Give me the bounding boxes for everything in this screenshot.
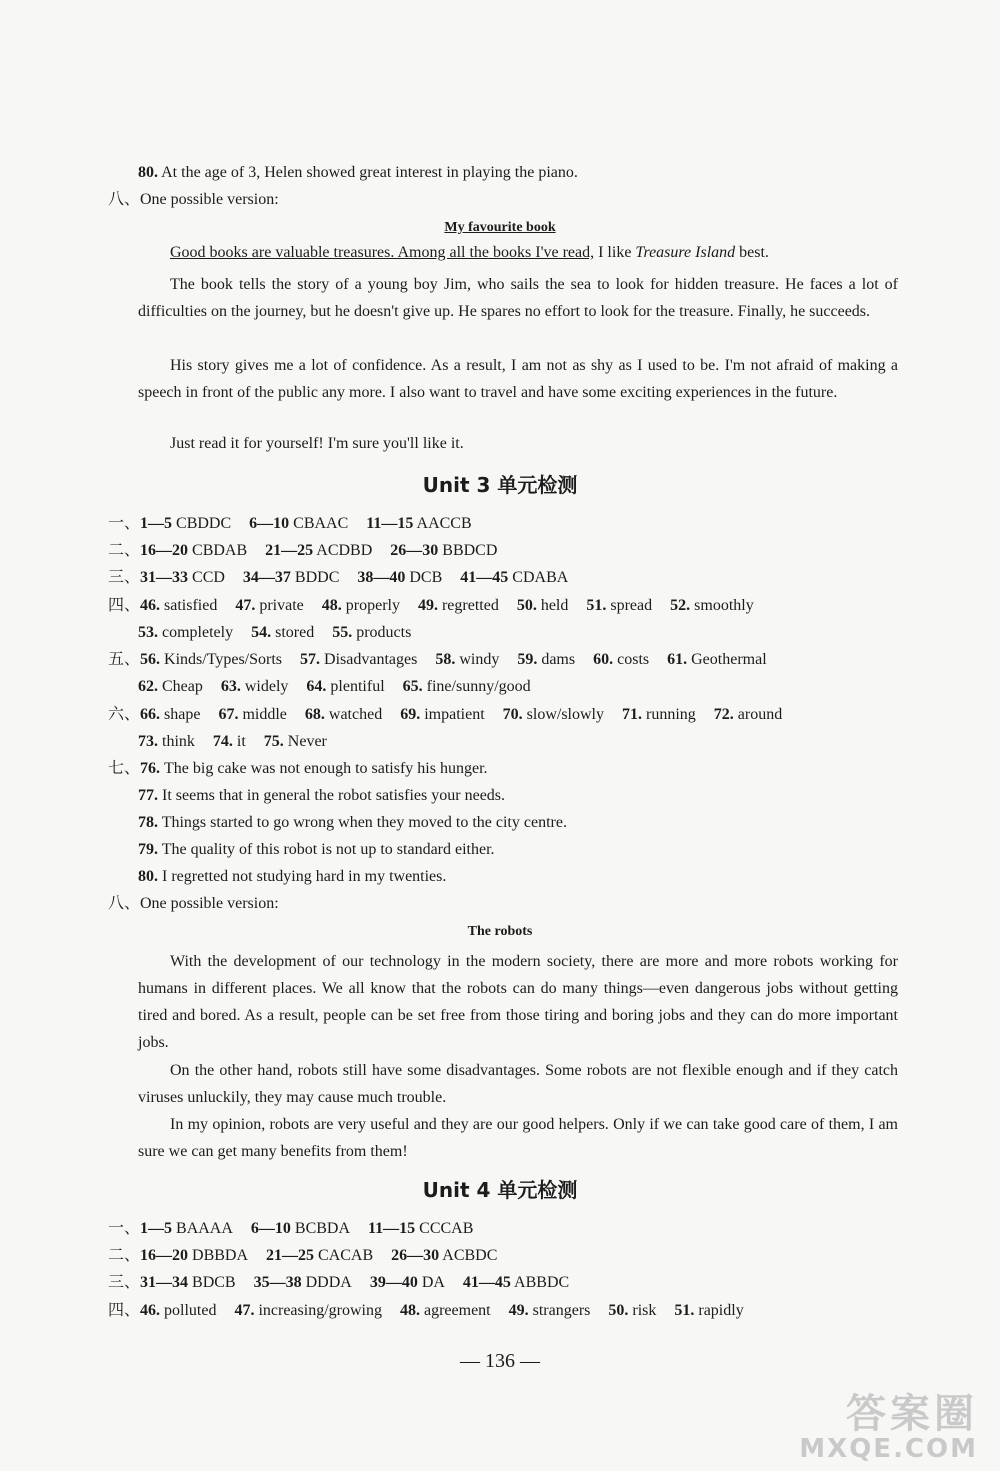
answer-item: [503, 706, 604, 723]
answer-number: 50.: [516, 597, 537, 614]
answer-number: 39—40: [369, 1274, 418, 1291]
essay1-paragraph-1: Good books are valuable treasures. Among all the books I've read, I like Treasure Island best.: [170, 244, 769, 261]
section-label: 五、: [108, 651, 141, 668]
answer-item: [667, 651, 767, 668]
section-label: 六、: [108, 706, 141, 723]
answer-value: regretted: [437, 597, 499, 614]
answer-item: [140, 1302, 216, 1319]
answer-item: [463, 1274, 569, 1291]
answer-item: [509, 1302, 591, 1319]
answer-value: held: [536, 597, 569, 614]
answer-number: 1—5: [140, 1220, 173, 1237]
answer-number: 68.: [304, 706, 325, 723]
unit3-row-1: [108, 514, 898, 534]
answer-number: 47.: [235, 597, 256, 614]
answer-number: 56.: [140, 651, 161, 668]
answer-number: 66.: [140, 706, 161, 723]
answer-item: [390, 542, 497, 559]
answer-item: [670, 597, 754, 614]
answer-number: 34—37: [242, 569, 291, 586]
answer-item: [460, 569, 568, 586]
watermark-logo: [718, 1392, 978, 1462]
answer-value: windy: [455, 651, 500, 668]
answer-value: CBAAC: [289, 515, 349, 532]
answer-item: [138, 733, 195, 750]
answer-number: 41—45: [460, 569, 509, 586]
answer-value: dams: [537, 651, 576, 668]
answer-item: [218, 706, 286, 723]
answer-item: [306, 678, 384, 695]
section-label: 三、: [108, 569, 141, 586]
answer-item: [251, 624, 314, 641]
answer-number: 38—40: [357, 569, 406, 586]
answer-item: [391, 1247, 497, 1264]
answer-value: DDDA: [301, 1274, 352, 1291]
answer-number: 50.: [608, 1302, 629, 1319]
answer-number: 59.: [517, 651, 538, 668]
answer-number: 74.: [212, 733, 233, 750]
essay1-title: My favourite book: [444, 220, 556, 235]
answer-number: 46.: [140, 597, 161, 614]
answer-value: it: [232, 733, 246, 750]
answer-number: 55.: [332, 624, 353, 641]
answer-value: polluted: [160, 1302, 217, 1319]
unit3-sentence-80: 80. I regretted not studying hard in my twenties.: [138, 868, 447, 885]
answer-value: increasing/growing: [254, 1302, 382, 1319]
answer-number: 70.: [502, 706, 523, 723]
answer-value: stored: [271, 624, 315, 641]
answer-item: [517, 651, 575, 668]
answer-number: 31—34: [140, 1274, 189, 1291]
answer-value: satisfied: [160, 597, 218, 614]
answer-value: risk: [628, 1302, 657, 1319]
essay2-paragraph-3: In my opinion, robots are very useful and they are our good helpers. Only if we can take good care of them, I am sure we can get many benefits from them!: [138, 1116, 898, 1160]
answer-item: [138, 624, 233, 641]
answer-value: slow/slowly: [522, 706, 604, 723]
answer-item: [608, 1302, 656, 1319]
answer-value: agreement: [419, 1302, 491, 1319]
unit4-row-4: [108, 1301, 898, 1321]
unit3-row-3: [108, 568, 898, 588]
unit3-sentence-79: 79. The quality of this robot is not up to standard either.: [138, 841, 495, 858]
answer-number: 51.: [586, 597, 607, 614]
answer-item: [265, 542, 372, 559]
answer-item: [332, 624, 411, 641]
answer-item: [366, 515, 471, 532]
answer-value: CBDDC: [172, 515, 232, 532]
unit3-sentence-77: 77. It seems that in general the robot satisfies your needs.: [138, 787, 506, 804]
answer-item: [140, 597, 217, 614]
section-label: 四、: [108, 1302, 141, 1319]
answer-value: strangers: [528, 1302, 591, 1319]
unit3-title: Unit 3 单元检测: [422, 473, 578, 497]
answer-item: [586, 597, 652, 614]
unit3-row-4b: [138, 623, 928, 643]
answer-item: [249, 515, 348, 532]
essay1-paragraph-4: Just read it for yourself! I'm sure you'll like it.: [170, 435, 464, 452]
unit3-row-2: [108, 541, 898, 561]
answer-value: widely: [240, 678, 289, 695]
answer-number: 16—20: [140, 1247, 189, 1264]
answer-number: 69.: [400, 706, 421, 723]
answer-number: 49.: [417, 597, 438, 614]
answer-number: 73.: [138, 733, 158, 750]
unit3-row-5b: [138, 677, 928, 697]
answer-value: rapidly: [694, 1302, 744, 1319]
answer-value: think: [158, 733, 195, 750]
answer-item: [300, 651, 417, 668]
answer-number: 46.: [140, 1302, 161, 1319]
answer-number: 6—10: [249, 515, 290, 532]
answer-number: 48.: [321, 597, 342, 614]
answer-item: [140, 569, 225, 586]
answer-value: spread: [606, 597, 653, 614]
answer-number: 1—5: [140, 515, 173, 532]
answer-number: 72.: [713, 706, 734, 723]
answer-item: [322, 597, 400, 614]
answer-item: [254, 1274, 352, 1291]
answer-value: smoothly: [690, 597, 754, 614]
answer-number: 60.: [593, 651, 614, 668]
section-label: 四、: [108, 597, 141, 614]
answer-item: [235, 597, 303, 614]
watermark-text: 答案圈: [846, 1391, 978, 1437]
answer-value: BDDC: [290, 569, 340, 586]
answer-value: AACCB: [413, 515, 472, 532]
answer-value: CCCAB: [415, 1220, 474, 1237]
answer-number: 6—10: [250, 1220, 291, 1237]
answer-value: DA: [417, 1274, 445, 1291]
answer-number: 63.: [220, 678, 241, 695]
answer-number: 61.: [667, 651, 688, 668]
answer-item: [243, 569, 339, 586]
answer-item: [400, 1302, 491, 1319]
answer-80-line: 80. At the age of 3, Helen showed great interest in playing the piano.: [138, 164, 578, 181]
section-label: 一、: [108, 1220, 141, 1237]
answer-item: [400, 706, 484, 723]
answer-value: BBDCD: [438, 542, 498, 559]
answer-item: [517, 597, 569, 614]
answer-item: [418, 597, 499, 614]
answer-item: [221, 678, 289, 695]
answer-value: ABBDC: [510, 1274, 570, 1291]
answer-item: [140, 1274, 236, 1291]
answer-number: 65.: [402, 678, 423, 695]
unit3-row-5a: [108, 650, 898, 670]
answer-number: 41—45: [462, 1274, 511, 1291]
essay2-paragraph-1: With the development of our technology in the modern society, there are more and more robots working for humans in different places. We all know that the robots can do many things—even dangerous jobs without getting tired and bored. As a result, people can be set free from those tiring and boring jobs and they can do more important jobs.: [138, 953, 898, 1051]
answer-item: [403, 678, 531, 695]
answer-item: [264, 733, 327, 750]
answer-value: ACDBD: [313, 542, 373, 559]
answer-number: 67.: [218, 706, 239, 723]
answer-value: products: [352, 624, 412, 641]
answer-value: BCBDA: [290, 1220, 351, 1237]
answer-value: Geothermal: [687, 651, 767, 668]
answer-item: [435, 651, 499, 668]
unit4-row-1: [108, 1219, 898, 1239]
answer-number: 31—33: [140, 569, 189, 586]
answer-number: 21—25: [266, 1247, 315, 1264]
answer-item: [140, 515, 231, 532]
answer-item: [305, 706, 382, 723]
answer-item: [140, 706, 200, 723]
answer-number: 71.: [621, 706, 642, 723]
answer-value: around: [733, 706, 783, 723]
unit3-sentence-78: 78. Things started to go wrong when they moved to the city centre.: [138, 814, 567, 831]
answer-value: Cheap: [158, 678, 203, 695]
answer-number: 26—30: [391, 1247, 440, 1264]
answer-value: Disadvantages: [320, 651, 418, 668]
answer-item: [368, 1220, 473, 1237]
answer-item: [622, 706, 696, 723]
answer-value: running: [641, 706, 696, 723]
answer-number: 35—38: [253, 1274, 302, 1291]
unit3-row-4a: [108, 596, 898, 616]
answer-value: impatient: [420, 706, 485, 723]
answer-value: ACBDC: [439, 1247, 498, 1264]
answer-number: 52.: [670, 597, 691, 614]
answer-item: [138, 678, 203, 695]
unit4-row-2: [108, 1246, 898, 1266]
answer-value: CACAB: [314, 1247, 374, 1264]
answer-number: 49.: [508, 1302, 529, 1319]
answer-number: 62.: [138, 678, 158, 695]
unit3-section-8-heading: 八、One possible version:: [108, 895, 279, 912]
answer-item: [266, 1247, 373, 1264]
answer-item: [140, 1220, 233, 1237]
answer-value: CBDAB: [188, 542, 248, 559]
answer-number: 54.: [251, 624, 272, 641]
answer-value: DBBDA: [188, 1247, 249, 1264]
answer-value: costs: [613, 651, 650, 668]
answer-item: [213, 733, 246, 750]
answer-number: 58.: [435, 651, 456, 668]
answer-number: 16—20: [140, 542, 189, 559]
answer-value: BDCB: [188, 1274, 236, 1291]
answer-number: 53.: [138, 624, 158, 641]
unit3-sentence-76: 七、76. The big cake was not enough to satisfy his hunger.: [108, 760, 488, 777]
unit3-row-6a: [108, 705, 898, 725]
answer-number: 47.: [234, 1302, 255, 1319]
section-8-heading: 八、One possible version:: [108, 191, 279, 208]
answer-value: watched: [324, 706, 383, 723]
answer-item: [674, 1302, 743, 1319]
answer-number: 51.: [674, 1302, 695, 1319]
section-label: 二、: [108, 1247, 141, 1264]
answer-number: 57.: [300, 651, 321, 668]
answer-item: [234, 1302, 382, 1319]
answer-value: plentiful: [326, 678, 385, 695]
essay2-title: The robots: [467, 924, 533, 939]
answer-value: shape: [160, 706, 201, 723]
answer-number: 11—15: [366, 515, 414, 532]
answer-item: [140, 1247, 248, 1264]
answer-number: 48.: [399, 1302, 420, 1319]
answer-item: [140, 542, 247, 559]
answer-number: 21—25: [265, 542, 314, 559]
answer-item: [593, 651, 649, 668]
section-label: 二、: [108, 542, 141, 559]
section-label: 三、: [108, 1274, 141, 1291]
answer-value: private: [255, 597, 304, 614]
answer-number: 75.: [263, 733, 284, 750]
answer-number: 11—15: [368, 1220, 416, 1237]
page-number: — 136 —: [460, 1350, 540, 1372]
answer-value: CCD: [188, 569, 225, 586]
answer-item: [251, 1220, 350, 1237]
answer-value: properly: [341, 597, 400, 614]
answer-item: [370, 1274, 445, 1291]
essay2-paragraph-2: On the other hand, robots still have some disadvantages. Some robots are not flexible enough and if they catch viruses unluckily, they may cause much trouble.: [138, 1062, 898, 1106]
answer-item: [357, 569, 442, 586]
unit4-title: Unit 4 单元检测: [422, 1178, 578, 1202]
essay1-paragraph-2: The book tells the story of a young boy Jim, who sails the sea to look for hidden treasure. He faces a lot of difficulties on the journey, but he doesn't give up. He spares no effort to look for the treasure. Finally, he succeeds.: [138, 276, 898, 320]
watermark-url: MXQE.COM: [799, 1434, 978, 1464]
unit4-row-3: [108, 1273, 898, 1293]
answer-value: middle: [238, 706, 287, 723]
answer-item: [140, 651, 282, 668]
answer-number: 26—30: [390, 542, 439, 559]
answer-value: BAAAA: [172, 1220, 233, 1237]
answer-value: CDABA: [508, 569, 569, 586]
section-label: 一、: [108, 515, 141, 532]
essay1-paragraph-3: His story gives me a lot of confidence. As a result, I am not as shy as I used to be. I'm not afraid of making a speech in front of the public any more. I also want to travel and have some exciting experiences in the future.: [138, 357, 898, 401]
answer-value: completely: [158, 624, 234, 641]
answer-value: Kinds/Types/Sorts: [160, 651, 283, 668]
answer-item: [714, 706, 782, 723]
answer-number: 64.: [306, 678, 327, 695]
answer-value: Never: [283, 733, 327, 750]
unit3-row-6b: [138, 732, 928, 752]
answer-value: fine/sunny/good: [422, 678, 531, 695]
answer-value: DCB: [405, 569, 443, 586]
